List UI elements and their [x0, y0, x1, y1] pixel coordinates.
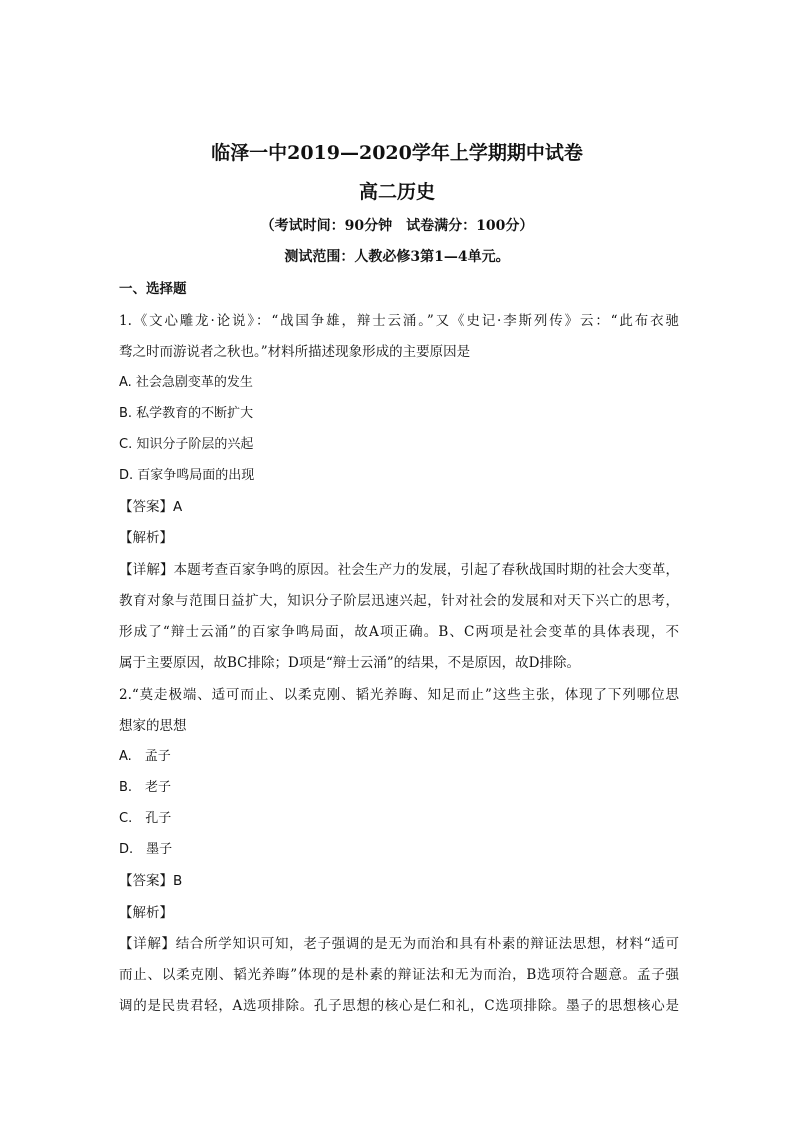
q2-stem-line-2: 想家的思想: [119, 718, 187, 734]
q2-option-a: A. 孟子: [119, 749, 171, 764]
q1-option-a: A. 社会急剧变革的发生: [119, 375, 253, 390]
q2-stem-line-1: 2.“莫走极端、适可而止、以柔克刚、韬光养晦、知足而止”这些主张，体现了下列哪位思: [119, 687, 679, 703]
q2-detail-line-1: 【详解】结合所学知识可知，老子强调的是无为而治和具有朴素的辩证法思想，材料“适可: [119, 936, 679, 952]
exam-title: 临泽一中2019—2020学年上学期期中试卷: [211, 142, 583, 164]
q2-option-b: B. 老子: [119, 780, 172, 795]
q2-option-d: D. 墨子: [119, 842, 173, 857]
q1-detail-line-4: 属于主要原因，故BC排除；D项是“辩士云涌”的结果，不是原因，故D排除。: [119, 655, 580, 671]
q1-option-c: C. 知识分子阶层的兴起: [119, 437, 254, 452]
q2-option-c: C. 孔子: [119, 811, 172, 826]
q1-analysis-label: 【解析】: [119, 530, 173, 546]
q2-answer: 【答案】B: [119, 873, 183, 889]
q1-answer: 【答案】A: [119, 499, 183, 515]
q1-detail-line-1: 【详解】本题考查百家争鸣的原因。社会生产力的发展，引起了春秋战国时期的社会大变革，: [119, 562, 679, 578]
q2-analysis-label: 【解析】: [119, 905, 173, 921]
exam-subject: 高二历史: [358, 181, 435, 203]
q1-detail-line-3: 形成了“辩士云涌”的百家争鸣局面，故A项正确。B、C两项是社会变革的具体表现，不: [119, 624, 679, 640]
q1-detail-line-2: 教育对象与范围日益扩大，知识分子阶层迅速兴起，针对社会的发展和对天下兴亡的思考，: [119, 593, 679, 609]
q1-option-b: B. 私学教育的不断扩大: [119, 406, 254, 421]
q1-option-d: D. 百家争鸣局面的出现: [119, 468, 255, 483]
exam-info: （考试时间：90分钟 试卷满分：100分）: [260, 218, 534, 234]
q2-detail-line-2: 而止、以柔克刚、韬光养晦”体现的是朴素的辩证法和无为而治，B选项符合题意。孟子强: [119, 967, 679, 983]
exam-scope: 测试范围：人教必修3第1—4单元。: [284, 249, 510, 265]
section-heading: 一、选择题: [119, 281, 187, 297]
q2-detail-line-3: 调的是民贵君轻，A选项排除。孔子思想的核心是仁和礼，C选项排除。墨子的思想核心是: [119, 998, 679, 1014]
q1-stem-line-1: 1.《文心雕龙·论说》：“战国争雄，辩士云涌。”又《史记·李斯列传》云：“此布衣驰: [119, 313, 679, 329]
q1-stem-line-2: 骛之时而游说者之秋也。”材料所描述现象形成的主要原因是: [119, 344, 471, 360]
